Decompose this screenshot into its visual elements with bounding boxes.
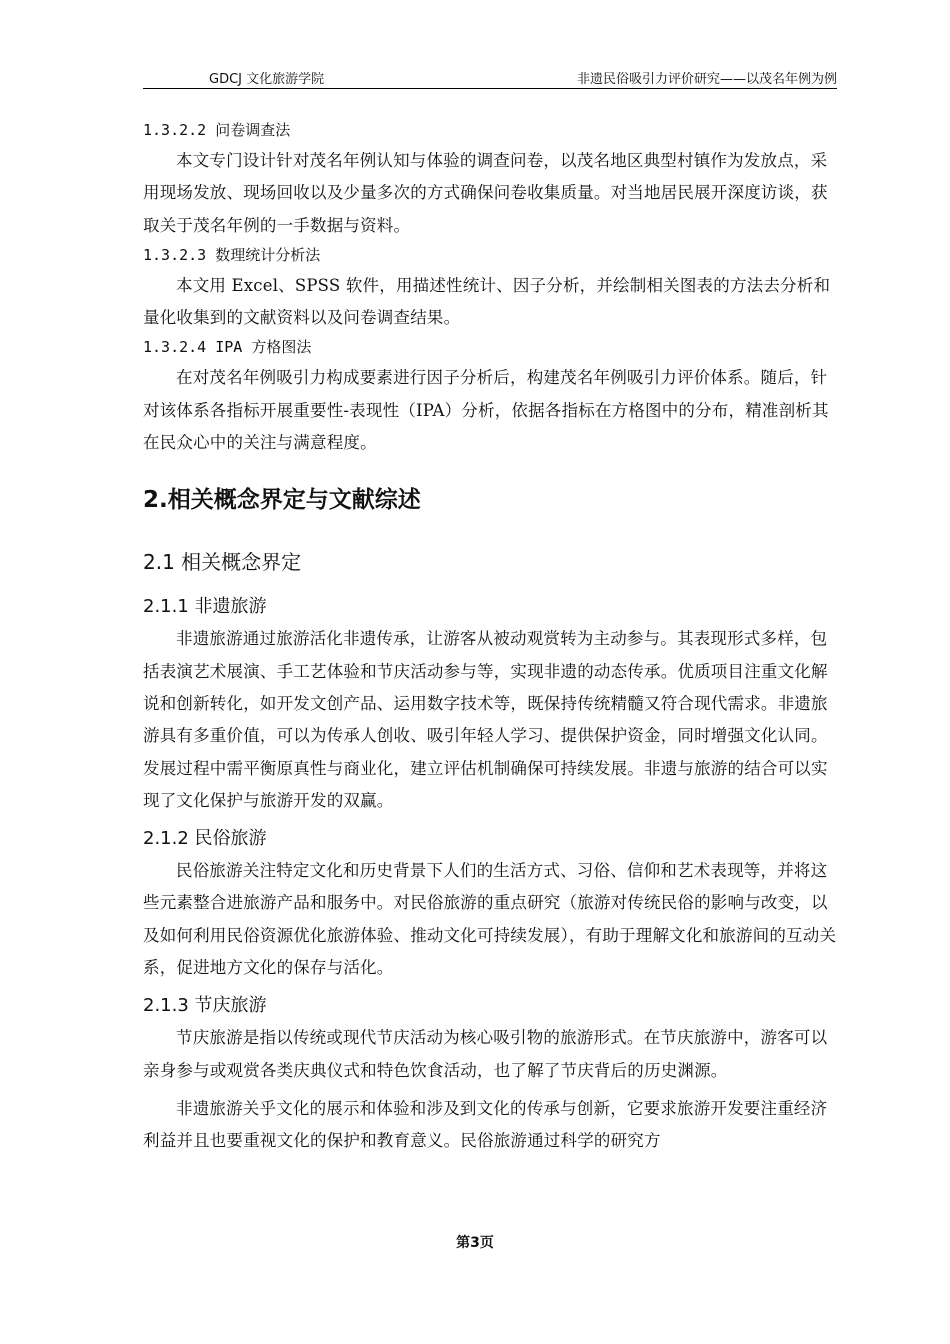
chapter-2-title: 2.相关概念界定与文献综述	[143, 487, 421, 514]
heading-1-3-2-2: 1.3.2.2 问卷调查法	[143, 121, 291, 139]
paragraph-questionnaire: 本文专门设计针对茂名年例认知与体验的调查问卷，以茂名地区典型村镇作为发放点，采用现场发放、现场回收以及少量多次的方式确保问卷收集质量。对当地居民展开深度访谈，获取关于茂名年例的一手数据与资料。	[143, 151, 828, 235]
heading-2-1-1: 2.1.1 非遗旅游	[143, 596, 267, 618]
header-thesis-title: 非遗民俗吸引力评价研究——以茂名年例为例	[576, 72, 837, 87]
page-body	[143, 117, 837, 1158]
running-header	[143, 66, 837, 89]
heading-2-1-2: 2.1.2 民俗旅游	[143, 828, 267, 850]
heading-2-1: 2.1 相关概念界定	[143, 550, 302, 575]
paragraph-ipa: 在对茂名年例吸引力构成要素进行因子分析后，构建茂名年例吸引力评价体系。随后，针对该体系各指标开展重要性-表现性（IPA）分析，依据各指标在方格图中的分布，精准剖析其在民众心中的关注与满意程度。	[143, 368, 829, 453]
heading-1-3-2-4: 1.3.2.4 IPA 方格图法	[143, 338, 312, 357]
paragraph-folk-tourism: 民俗旅游关注特定文化和历史背景下人们的生活方式、习俗、信仰和艺术表现等，并将这些元素整合进旅游产品和服务中。对民俗旅游的重点研究（旅游对传统民俗的影响与改变，以及如何利用民俗资源优化旅游体验、推动文化可持续发展），有助于理解文化和旅游间的互动关系，促进地方文化的保存与活化。	[143, 861, 837, 978]
header-institution: GDCJ 文化旅游学院	[209, 72, 325, 87]
heading-1-3-2-3: 1.3.2.3 数理统计分析法	[143, 245, 321, 264]
heading-2-1-3: 2.1.3 节庆旅游	[143, 995, 267, 1017]
paragraph-heritage-tourism: 非遗旅游通过旅游活化非遗传承，让游客从被动观赏转为主动参与。其表现形式多样，包括表演艺术展演、手工艺体验和节庆活动参与等，实现非遗的动态传承。优质项目注重文化解说和创新转化，如开发文创产品、运用数字技术等，既保持传统精髓又符合现代需求。非遗旅游具有多重价值，可以为传承人创收、吸引年轻人学习、提供保护资金，同时增强文化认同。发展过程中需平衡原真性与商业化，建立评估机制确保可持续发展。非遗与旅游的结合可以实现了文化保护与旅游开发的双赢。	[143, 629, 828, 810]
paragraph-summary: 非遗旅游关乎文化的展示和体验和涉及到文化的传承与创新，它要求旅游开发要注重经济利益并且也要重视文化的保护和教育意义。民俗旅游通过科学的研究方	[143, 1098, 828, 1151]
page-number: 第3页	[456, 1235, 494, 1251]
paragraph-statistics: 本文用 Excel、SPSS 软件，用描述性统计、因子分析，并绘制相关图表的方法去分析和量化收集到的文献资料以及问卷调查结果。	[143, 275, 831, 328]
paragraph-festival-tourism: 节庆旅游是指以传统或现代节庆活动为核心吸引物的旅游形式。在节庆旅游中，游客可以亲身参与或观赏各类庆典仪式和特色饮食活动，也了解了节庆背后的历史渊源。	[143, 1028, 828, 1080]
